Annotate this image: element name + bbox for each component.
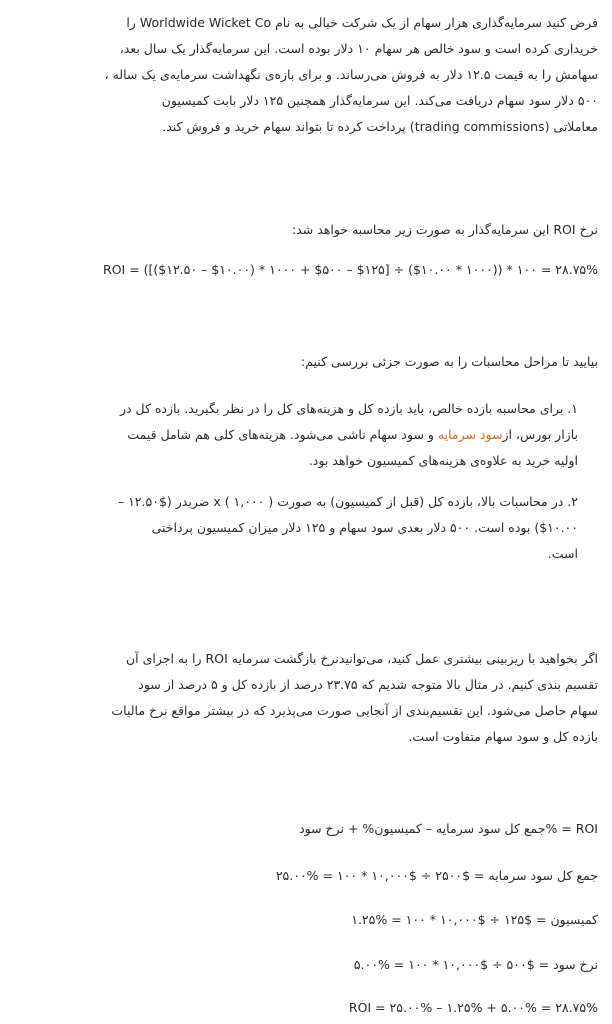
intro-line: خریداری کرده است و سود خالص هر سهام ۱۰ دلار بوده است. این سرمایه‌گذار یک سال بعد،: [119, 41, 598, 56]
step-two-line: ۲. در محاسبات بالا، بازده کل (قبل از کمیسیون) به صورت ( ۱,۰۰۰ ) x ضربدر ($۱۲.۵۰ –: [117, 494, 578, 509]
roi-formula: ROI = ([($۱۲.۵۰ – $۱۰.۰۰) * ۱۰۰۰ + $۵۰۰ – $۱۲۵] ÷ ($۱۰.۰۰ * ۱۰۰۰)) * ۱۰۰ = ۲۸.۷۵%: [103, 262, 598, 277]
intro-line: فرض کنید سرمایه‌گذاری هزار سهام از یک شرکت خیالی به نام Worldwide Wicket Co را: [126, 15, 598, 30]
intro-line: سهامش را به قیمت ۱۲.۵ دلار به فروش می‌رساند. و برای بازه‌ی نگهداشت سرمایه‌ی یک ساله ،: [104, 67, 598, 82]
steps-intro: بیایید تا مراحل محاسبات را به صورت جزئی بررسی کنیم:: [301, 354, 598, 369]
step-one-line: [14, 422, 578, 448]
intro-line: معاملاتی (trading commissions) پرداخت کرده تا بتواند سهام خرید و فروش کند.: [162, 119, 598, 134]
step-one-text: بازار بورس، از: [502, 427, 578, 442]
formula-capital-gain: جمع کل سود سرمایه = $۲۵۰۰ ÷ $۱۰,۰۰۰ * ۱۰۰ = %۲۵.۰۰: [275, 868, 598, 883]
formula-roi-total: ROI = ۲۵.۰۰% – ۱.۲۵% + ۵.۰۰% = ۲۸.۷۵%: [348, 1000, 598, 1015]
formula-roi-components: ROI = %جمع کل سود سرمایه – کمیسیون% + نرخ سود: [299, 821, 598, 836]
formula-commission: کمیسیون = $۱۲۵ ÷ $۱۰,۰۰۰ * ۱۰۰ = %۱.۲۵: [351, 912, 598, 927]
step-two-line: $۱۰.۰۰) بوده است. ۵۰۰ دلار بعدی سود سهام و ۱۲۵ دلار میزان کمیسیون پرداختی: [151, 520, 578, 535]
formula-dividend-rate: نرخ سود = $۵۰۰ ÷ $۱۰,۰۰۰ * ۱۰۰ = %۵.۰۰: [353, 957, 598, 972]
intro-paragraph: [14, 10, 598, 140]
breakdown-line: سهام حاصل می‌شود. این تقسیم‌بندی از آنجایی صورت می‌پذیرد که در بیشتر مواقع نرخ مالیات: [111, 703, 598, 718]
intro-line: ۵۰۰ دلار سود سهام دریافت می‌کند. این سرمایه‌گذار همچنین ۱۲۵ دلار بابت کمیسیون: [161, 93, 598, 108]
step-one-line: ۱. برای محاسبه بازده خالص، باید بازده کل و هزینه‌های کل را در نظر بگیرید. بازده کل در: [119, 401, 578, 416]
breakdown-line: اگر بخواهید با ریزبینی بیشتری عمل کنید، می‌توانیدنرخ بازگشت سرمایه ROI را به اجزای آن: [125, 651, 598, 666]
capital-gain-link[interactable]: سود سرمایه: [437, 427, 503, 442]
step-one-line: اولیه خرید به علاوه‌ی هزینه‌های کمیسیون خواهد بود.: [308, 453, 578, 468]
roi-intro: نرخ ROI این سرمایه‌گذار به صورت زیر محاسبه خواهد شد:: [291, 222, 598, 237]
breakdown-line: تقسیم بندی کنیم. در مثال بالا متوجه شدیم که ۲۳.۷۵ درصد از بازده کل و ۵ درصد از سود: [138, 677, 598, 692]
step-two-line: است.: [547, 546, 578, 561]
breakdown-paragraph: [14, 646, 598, 750]
step-one: [14, 396, 578, 474]
breakdown-line: بازده کل و سود سهام متفاوت است.: [408, 729, 598, 744]
step-two: [14, 489, 578, 567]
step-one-text: و سود سهام ناشی می‌شود. هزینه‌های کلی هم شامل قیمت: [127, 427, 438, 442]
